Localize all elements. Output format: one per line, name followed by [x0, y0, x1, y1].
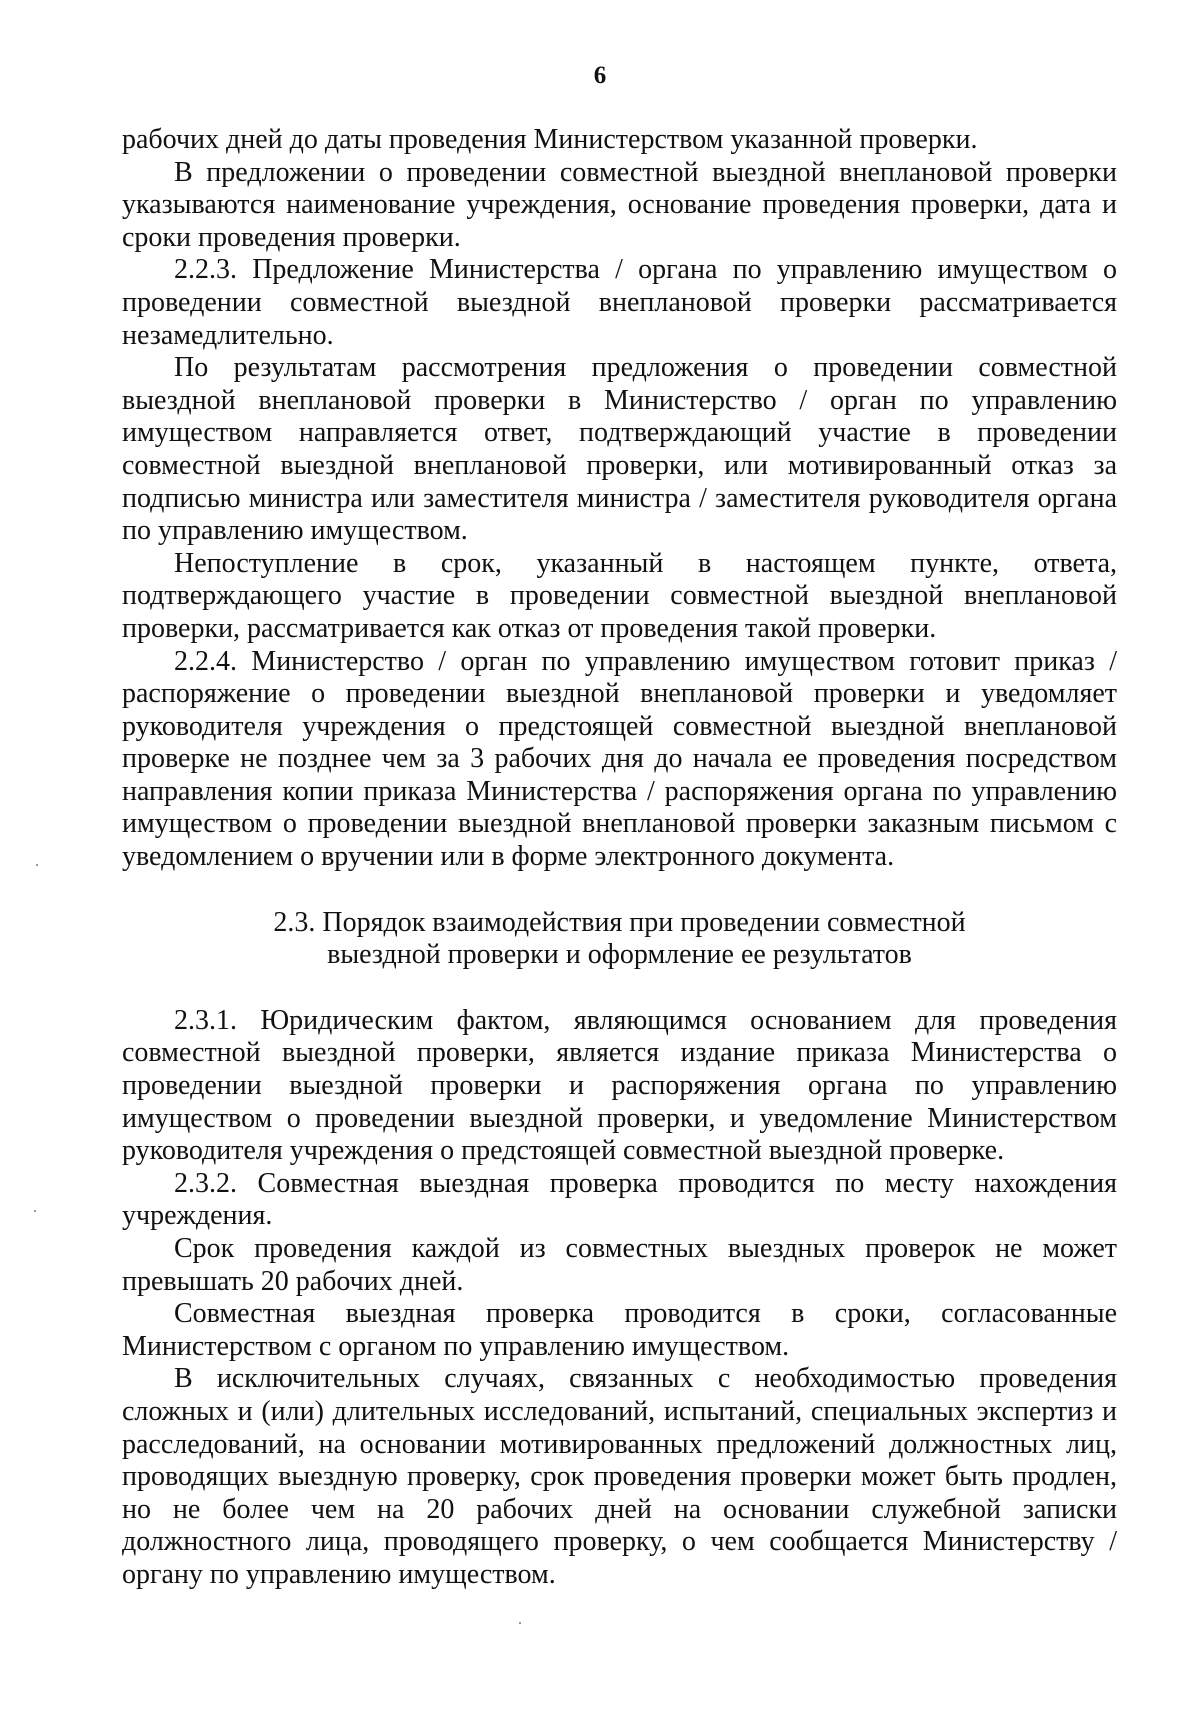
paragraph: По результатам рассмотрения предложения о проведении совместной выездной внеплановой проверки в Министерство / орган по управлению имуществом направляется ответ, подтверждающий участие в проведении совместной выездной внеплановой проверки, или мотивированный отказ за подписью министра или заместителя министра / заместителя руководителя органа по управлению имуществом. — [122, 352, 1117, 547]
paragraph-2-2-4: 2.2.4. Министерство / орган по управлению имуществом готовит приказ / распоряжение о проведении выездной внеплановой проверки и уведомляет руководителя учреждения о предстоящей совместной выездной внеплановой проверке не позднее чем за 3 рабочих дня до начала ее проведения посредством направления копии приказа Министерства / распоряжения органа по управлению имуществом о проведении выездной внеплановой проверки заказным письмом с уведомлением о вручении или в форме электронного документа. — [122, 645, 1117, 873]
paragraph-continuation: рабочих дней до даты проведения Министерством указанной проверки. — [122, 124, 978, 155]
paragraph: Срок проведения каждой из совместных выездных проверок не может превышать 20 рабочих дней. — [122, 1233, 1117, 1297]
paragraph-2-3-1: 2.3.1. Юридическим фактом, являющимся основанием для проведения совместной выездной проверки, является издание приказа Министерства о проведении выездной проверки и распоряжения органа по управлению имуществом о проведении выездной проверки, и уведомление Министерством руководителя учреждения о предстоящей совместной выездной проверке. — [122, 1004, 1117, 1167]
document-body — [122, 124, 1117, 1592]
scan-speck — [519, 1622, 521, 1624]
scan-speck — [36, 864, 38, 866]
scan-speck — [34, 1210, 36, 1212]
paragraph-2-2-3: 2.2.3. Предложение Министерства / органа по управлению имуществом о проведении совместной выездной внеплановой проверки рассматривается незамедлительно. — [122, 254, 1117, 351]
section-heading-2-3 — [122, 907, 1117, 972]
paragraph: В предложении о проведении совместной выездной внеплановой проверки указываются наименование учреждения, основание проведения проверки, дата и сроки проведения проверки. — [122, 156, 1117, 253]
paragraph: Непоступление в срок, указанный в настоящем пункте, ответа, подтверждающего участие в проведении совместной выездной внеплановой проверки, рассматривается как отказ от проведения такой проверки. — [122, 547, 1117, 644]
paragraph-2-3-2: 2.3.2. Совместная выездная проверка проводится по месту нахождения учреждения. — [122, 1167, 1117, 1232]
paragraph: В исключительных случаях, связанных с необходимостью проведения сложных и (или) длительных исследований, испытаний, специальных экспертиз и расследований, на основании мотивированных предложений должностных лиц, проводящих выездную проверку, срок проведения проверки может быть продлен, но не более чем на 20 рабочих дней на основании служебной записки должностного лица, проводящего проверку, о чем сообщается Министерству / органу по управлению имуществом. — [122, 1363, 1117, 1590]
section-heading-line: 2.3. Порядок взаимодействия при проведении совместной — [273, 906, 966, 938]
section-heading-line: выездной проверки и оформление ее результатов — [327, 939, 912, 971]
paragraph: Совместная выездная проверка проводится в сроки, согласованные Министерством с органом по управлению имуществом. — [122, 1298, 1117, 1362]
page-number: 6 — [593, 62, 607, 89]
